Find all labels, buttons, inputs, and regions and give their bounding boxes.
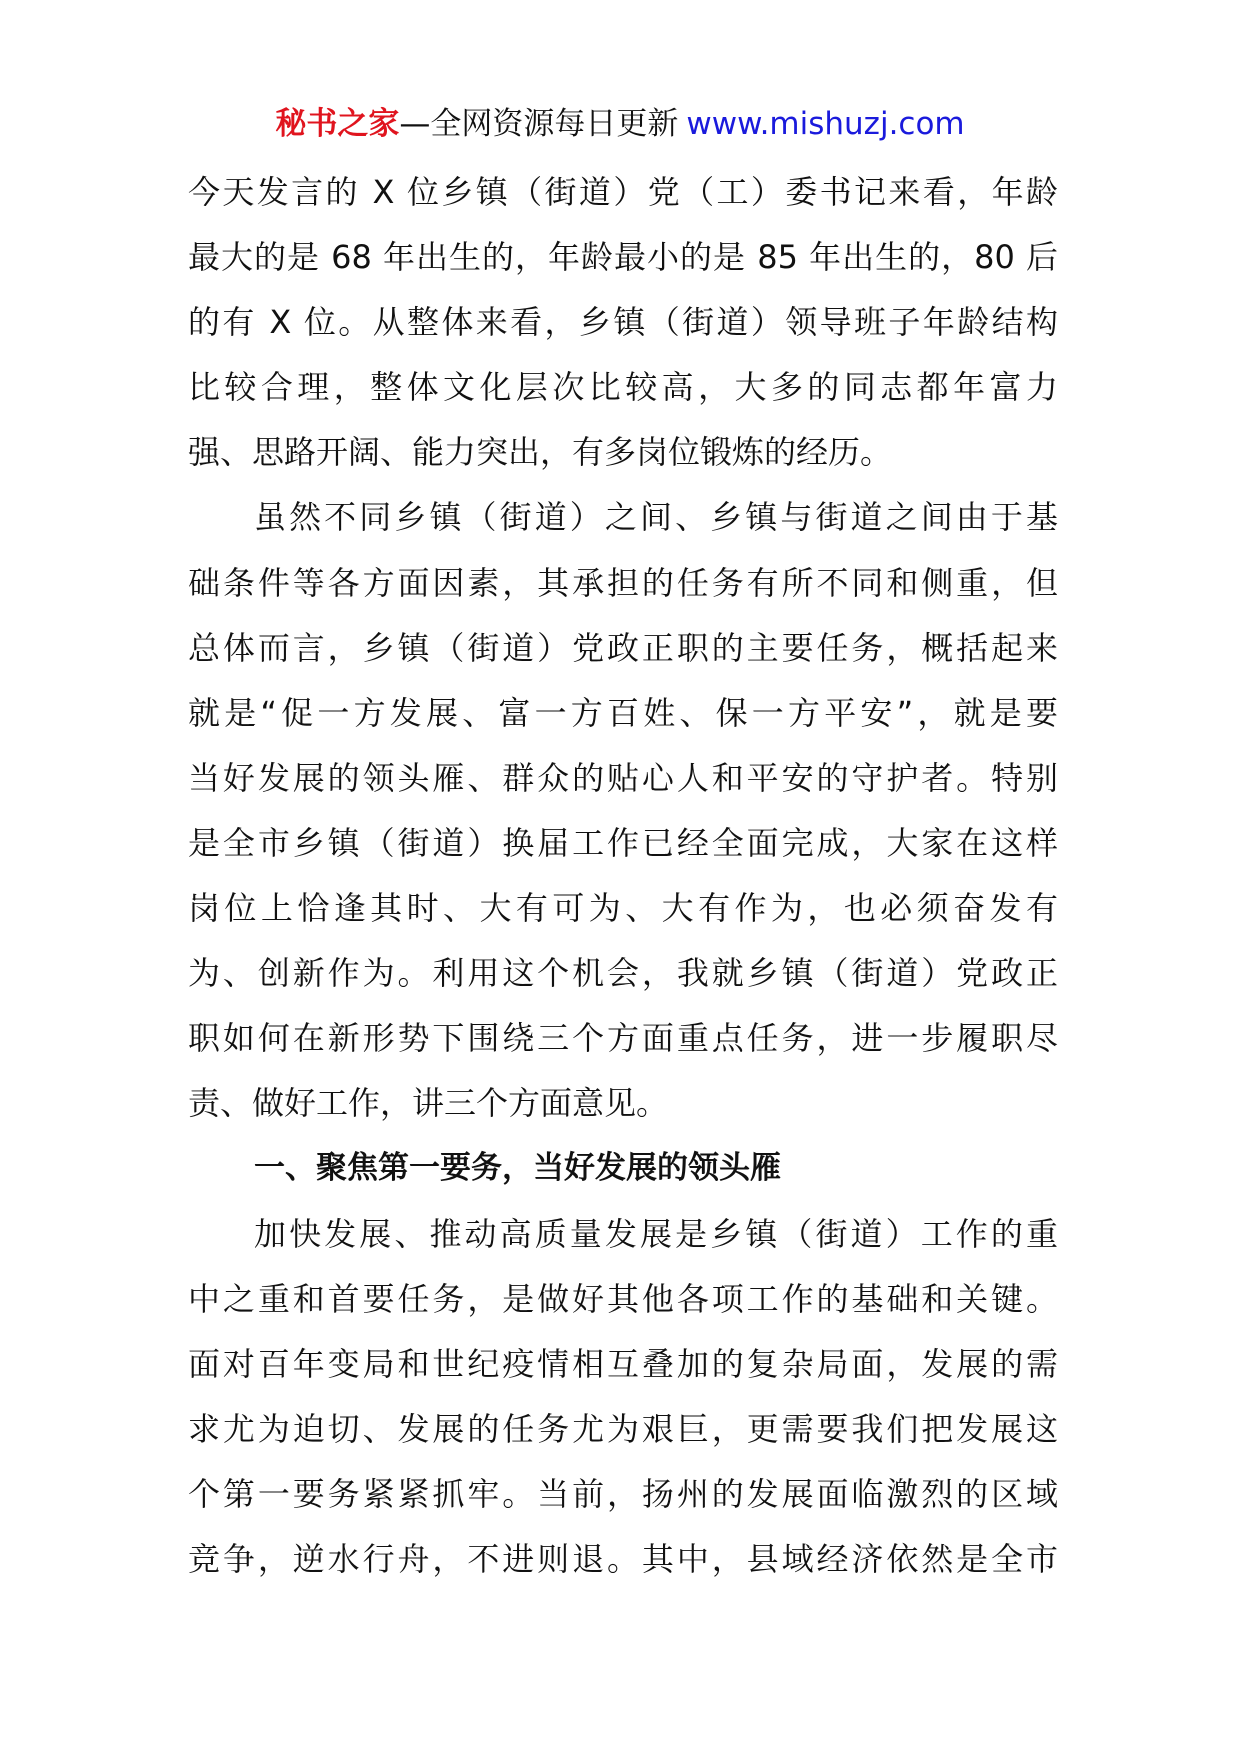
text-line: 面对百年变局和世纪疫情相互叠加的复杂局面，发展的需 — [188, 1344, 1058, 1383]
text-line: 当好发展的领头雁、群众的贴心人和平安的守护者。特别 — [188, 758, 1058, 797]
text-line: 个第一要务紧紧抓牢。当前，扬州的发展面临激烈的区域 — [188, 1474, 1058, 1513]
text-line: 竞争，逆水行舟，不进则退。其中，县域经济依然是全市 — [188, 1539, 1058, 1578]
site-brand: 秘书之家 — [275, 106, 400, 142]
text-line: 职如何在新形势下围绕三个方面重点任务，进一步履职尽 — [188, 1019, 1058, 1058]
text-line: 责、做好工作，讲三个方面意见。 — [188, 1084, 669, 1123]
text-line: 的有 X 位。从整体来看，乡镇（街道）领导班子年龄结构 — [188, 303, 1058, 342]
text-line: 为、创新作为。利用这个机会，我就乡镇（街道）党政正 — [188, 954, 1058, 993]
text-line: 是全市乡镇（街道）换届工作已经全面完成，大家在这样 — [188, 823, 1058, 862]
text-line: 加快发展、推动高质量发展是乡镇（街道）工作的重 — [254, 1214, 1058, 1253]
text-line: 础条件等各方面因素，其承担的任务有所不同和侧重，但 — [188, 563, 1058, 602]
site-tagline: —全网资源每日更新 — [399, 106, 679, 142]
section-heading: 一、聚焦第一要务，当好发展的领头雁 — [254, 1150, 781, 1187]
text-line: 就是“促一方发展、富一方百姓、保一方平安”，就是要 — [188, 693, 1058, 732]
site-header — [0, 100, 1240, 148]
text-line: 最大的是 68 年出生的，年龄最小的是 85 年出生的，80 后 — [188, 238, 1058, 277]
text-line: 强、思路开阔、能力突出，有多岗位锻炼的经历。 — [188, 433, 893, 472]
document-body — [188, 160, 1058, 1592]
text-line: 求尤为迫切、发展的任务尤为艰巨，更需要我们把发展这 — [188, 1409, 1058, 1448]
text-line: 比较合理，整体文化层次比较高，大多的同志都年富力 — [188, 368, 1058, 407]
text-line: 总体而言，乡镇（街道）党政正职的主要任务，概括起来 — [188, 628, 1058, 667]
text-line: 今天发言的 X 位乡镇（街道）党（工）委书记来看，年龄 — [188, 173, 1058, 211]
text-line: 岗位上恰逢其时、大有可为、大有作为，也必须奋发有 — [188, 889, 1058, 928]
text-line: 中之重和首要任务，是做好其他各项工作的基础和关键。 — [188, 1279, 1058, 1318]
text-line: 虽然不同乡镇（街道）之间、乡镇与街道之间由于基 — [254, 498, 1058, 537]
site-url-link[interactable]: www.mishuzj.com — [686, 106, 965, 142]
